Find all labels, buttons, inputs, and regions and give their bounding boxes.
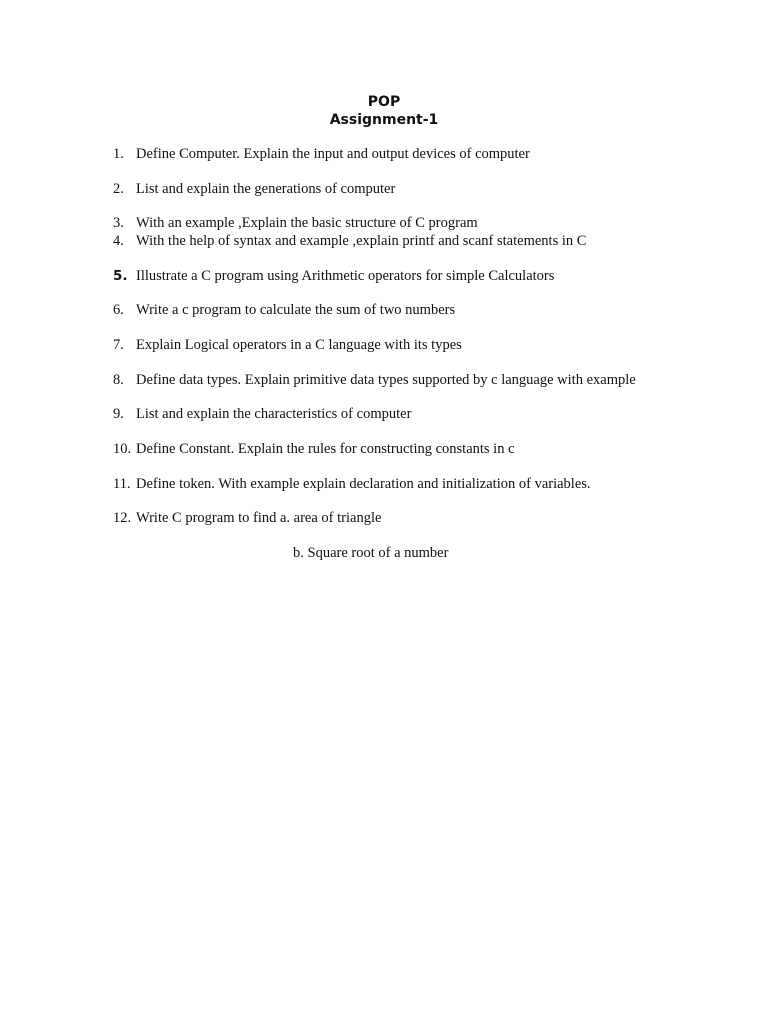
question-text: With the help of syntax and example ,explain printf and scanf statements in C: [136, 233, 587, 249]
question-text: List and explain the generations of computer: [136, 181, 396, 197]
question-number: 10.: [113, 441, 132, 457]
question-item: [113, 180, 395, 198]
question-number: 9.: [113, 406, 124, 422]
question-item: [113, 475, 591, 493]
question-number: 7.: [113, 337, 124, 353]
question-number: 1.: [113, 146, 124, 162]
question-number: 4.: [113, 233, 124, 249]
question-item: [113, 509, 381, 527]
question-number: 6.: [113, 302, 124, 318]
question-text: Define data types. Explain primitive data types supported by c language with example: [136, 372, 636, 388]
document-title: POP: [367, 94, 401, 110]
question-sub-item: b. Square root of a number: [293, 545, 449, 561]
question-item: [113, 405, 411, 423]
question-text: Define Computer. Explain the input and output devices of computer: [136, 146, 530, 162]
question-item: [113, 214, 478, 232]
question-number: 5.: [113, 268, 128, 284]
question-item: [113, 371, 636, 389]
question-number: 8.: [113, 372, 124, 388]
question-text: List and explain the characteristics of computer: [136, 406, 412, 422]
question-text: Define Constant. Explain the rules for constructing constants in c: [136, 441, 515, 457]
question-number: 12.: [113, 510, 132, 526]
question-text: With an example ,Explain the basic structure of C program: [136, 215, 478, 231]
question-item: [113, 301, 455, 319]
question-item: [113, 232, 586, 250]
question-item: [113, 267, 554, 285]
question-text: Explain Logical operators in a C language with its types: [136, 337, 462, 353]
question-number: 2.: [113, 181, 124, 197]
question-text: Define token. With example explain declaration and initialization of variables.: [136, 476, 591, 492]
question-item: [113, 440, 515, 458]
question-text: Illustrate a C program using Arithmetic operators for simple Calculators: [136, 268, 555, 284]
question-number: 3.: [113, 215, 124, 231]
question-text: Write C program to find a. area of triangle: [136, 510, 382, 526]
question-number: 11.: [113, 476, 131, 492]
question-text: Write a c program to calculate the sum of two numbers: [136, 302, 456, 318]
question-item: [113, 145, 530, 163]
document-subtitle: Assignment-1: [329, 112, 439, 128]
question-item: [113, 336, 462, 354]
